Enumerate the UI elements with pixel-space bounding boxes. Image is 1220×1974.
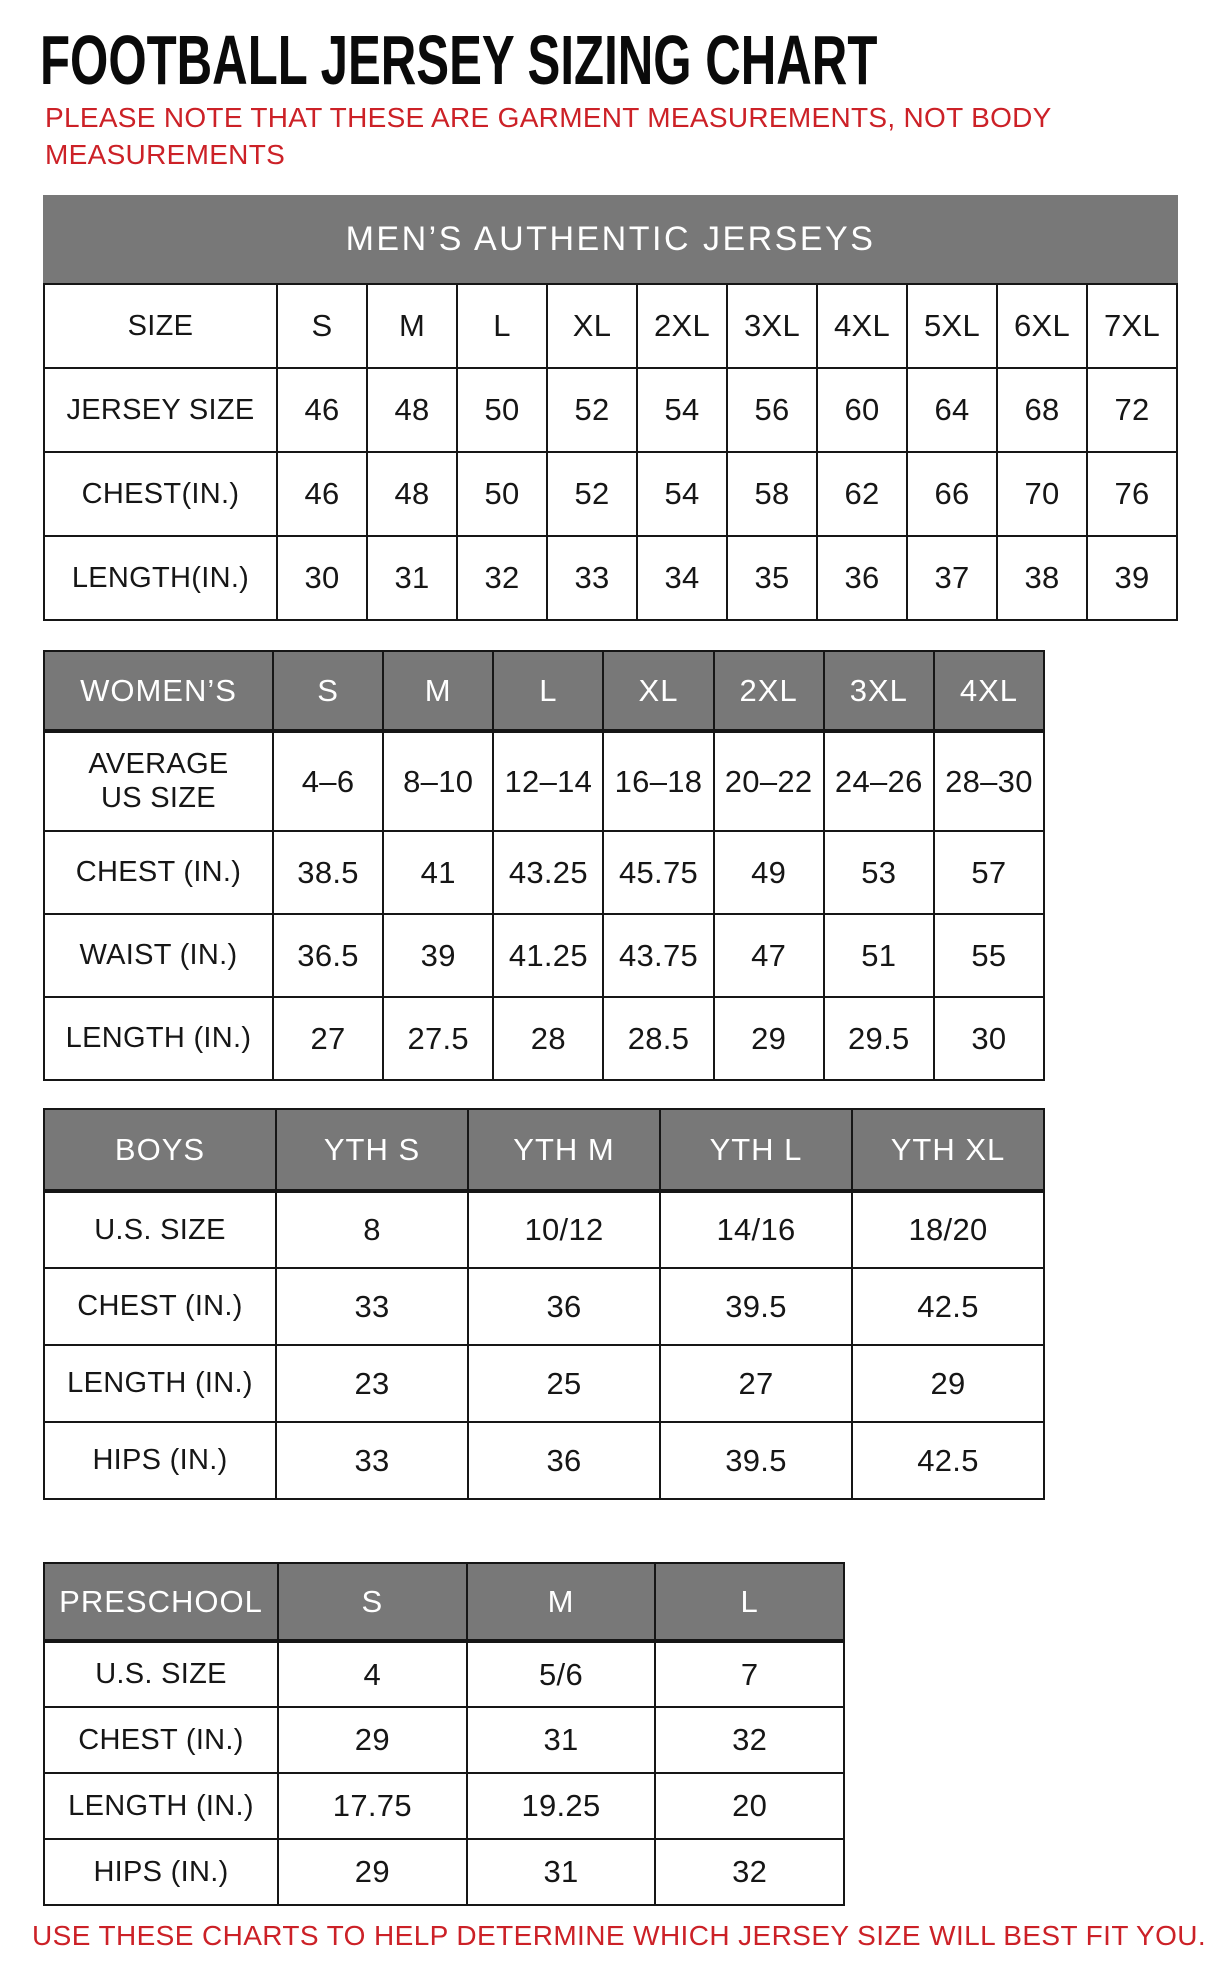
value-cell: 20–22 — [714, 731, 824, 831]
mens-table-banner: MEN’S AUTHENTIC JERSEYS — [43, 195, 1178, 283]
row-label: SIZE — [44, 284, 277, 368]
value-cell: 39 — [1087, 536, 1177, 620]
value-cell: 54 — [637, 452, 727, 536]
group-header-cell: PRESCHOOL — [44, 1563, 278, 1641]
value-cell: 46 — [277, 452, 367, 536]
value-cell: 53 — [824, 831, 934, 914]
value-cell: 5XL — [907, 284, 997, 368]
boys-sizing-table — [43, 1108, 1045, 1500]
value-cell: 48 — [367, 452, 457, 536]
value-cell: 8 — [276, 1191, 468, 1268]
value-cell: 6XL — [997, 284, 1087, 368]
value-cell: 36 — [468, 1422, 660, 1499]
row-label: U.S. SIZE — [44, 1641, 278, 1707]
value-cell: 18/20 — [852, 1191, 1044, 1268]
value-cell: 4–6 — [273, 731, 383, 831]
table-row — [44, 1773, 844, 1839]
value-cell: 57 — [934, 831, 1044, 914]
womens-size-grid — [43, 650, 1045, 1081]
table-row — [44, 1422, 1044, 1499]
value-cell: 5/6 — [467, 1641, 656, 1707]
row-label: HIPS (IN.) — [44, 1422, 276, 1499]
size-header-cell: L — [655, 1563, 844, 1641]
value-cell: 46 — [277, 368, 367, 452]
value-cell: 20 — [655, 1773, 844, 1839]
value-cell: 16–18 — [603, 731, 713, 831]
table-row — [44, 1641, 844, 1707]
womens-sizing-table — [43, 650, 1045, 1081]
value-cell: 8–10 — [383, 731, 493, 831]
value-cell: 29 — [714, 997, 824, 1080]
size-header-cell: YTH L — [660, 1109, 852, 1191]
value-cell: 17.75 — [278, 1773, 467, 1839]
table-row — [44, 284, 1177, 368]
row-label: AVERAGE US SIZE — [44, 731, 273, 831]
value-cell: 7 — [655, 1641, 844, 1707]
preschool-sizing-table — [43, 1562, 845, 1906]
value-cell: 64 — [907, 368, 997, 452]
value-cell: 25 — [468, 1345, 660, 1422]
value-cell: 68 — [997, 368, 1087, 452]
value-cell: 76 — [1087, 452, 1177, 536]
value-cell: 2XL — [637, 284, 727, 368]
value-cell: S — [277, 284, 367, 368]
size-header-cell: XL — [603, 651, 713, 731]
mens-authentic-jerseys-table — [43, 195, 1178, 621]
value-cell: 29 — [278, 1839, 467, 1905]
value-cell: 27 — [660, 1345, 852, 1422]
value-cell: 39 — [383, 914, 493, 997]
value-cell: 4 — [278, 1641, 467, 1707]
size-header-cell: 2XL — [714, 651, 824, 731]
value-cell: 3XL — [727, 284, 817, 368]
value-cell: 39.5 — [660, 1268, 852, 1345]
size-header-cell: M — [467, 1563, 656, 1641]
table-row — [44, 1345, 1044, 1422]
value-cell: 32 — [655, 1839, 844, 1905]
table-row — [44, 1707, 844, 1773]
value-cell: 28–30 — [934, 731, 1044, 831]
preschool-header-row — [44, 1563, 844, 1641]
preschool-size-grid — [43, 1562, 845, 1906]
value-cell: 27.5 — [383, 997, 493, 1080]
value-cell: 39.5 — [660, 1422, 852, 1499]
row-label: LENGTH (IN.) — [44, 1345, 276, 1422]
value-cell: 43.75 — [603, 914, 713, 997]
value-cell: 52 — [547, 368, 637, 452]
value-cell: 47 — [714, 914, 824, 997]
value-cell: 36 — [817, 536, 907, 620]
value-cell: 33 — [276, 1422, 468, 1499]
size-header-cell: YTH XL — [852, 1109, 1044, 1191]
value-cell: 41 — [383, 831, 493, 914]
table-row — [44, 536, 1177, 620]
size-header-cell: YTH S — [276, 1109, 468, 1191]
value-cell: 60 — [817, 368, 907, 452]
table-row — [44, 831, 1044, 914]
value-cell: 32 — [457, 536, 547, 620]
value-cell: 30 — [934, 997, 1044, 1080]
value-cell: 42.5 — [852, 1268, 1044, 1345]
row-label: CHEST(IN.) — [44, 452, 277, 536]
value-cell: 29 — [852, 1345, 1044, 1422]
value-cell: 10/12 — [468, 1191, 660, 1268]
footer-note: USE THESE CHARTS TO HELP DETERMINE WHICH JERSEY SIZE WILL BEST FIT YOU. — [32, 1920, 1207, 1951]
value-cell: 51 — [824, 914, 934, 997]
value-cell: 7XL — [1087, 284, 1177, 368]
row-label: CHEST (IN.) — [44, 1268, 276, 1345]
value-cell: 30 — [277, 536, 367, 620]
value-cell: 42.5 — [852, 1422, 1044, 1499]
row-label: LENGTH(IN.) — [44, 536, 277, 620]
table-row — [44, 914, 1044, 997]
value-cell: 28.5 — [603, 997, 713, 1080]
value-cell: 58 — [727, 452, 817, 536]
size-header-cell: M — [383, 651, 493, 731]
value-cell: 28 — [493, 997, 603, 1080]
value-cell: 54 — [637, 368, 727, 452]
value-cell: 31 — [367, 536, 457, 620]
value-cell: 49 — [714, 831, 824, 914]
size-header-cell: 3XL — [824, 651, 934, 731]
value-cell: L — [457, 284, 547, 368]
value-cell: 50 — [457, 368, 547, 452]
boys-size-grid — [43, 1108, 1045, 1500]
value-cell: 36 — [468, 1268, 660, 1345]
value-cell: 31 — [467, 1839, 656, 1905]
size-header-cell: S — [278, 1563, 467, 1641]
row-label: JERSEY SIZE — [44, 368, 277, 452]
value-cell: 4XL — [817, 284, 907, 368]
table-row — [44, 997, 1044, 1080]
row-label: WAIST (IN.) — [44, 914, 273, 997]
value-cell: 29.5 — [824, 997, 934, 1080]
row-label: U.S. SIZE — [44, 1191, 276, 1268]
table-row — [44, 452, 1177, 536]
value-cell: XL — [547, 284, 637, 368]
table-row — [44, 731, 1044, 831]
womens-header-row — [44, 651, 1044, 731]
value-cell: 55 — [934, 914, 1044, 997]
size-header-cell: S — [273, 651, 383, 731]
value-cell: 31 — [467, 1707, 656, 1773]
value-cell: 45.75 — [603, 831, 713, 914]
value-cell: 41.25 — [493, 914, 603, 997]
row-label: CHEST (IN.) — [44, 831, 273, 914]
value-cell: 62 — [817, 452, 907, 536]
value-cell: 52 — [547, 452, 637, 536]
table-row — [44, 1839, 844, 1905]
group-header-cell: WOMEN’S — [44, 651, 273, 731]
value-cell: 38.5 — [273, 831, 383, 914]
value-cell: 23 — [276, 1345, 468, 1422]
table-row — [44, 368, 1177, 452]
row-label: LENGTH (IN.) — [44, 997, 273, 1080]
value-cell: 56 — [727, 368, 817, 452]
table-row — [44, 1268, 1044, 1345]
size-header-cell: YTH M — [468, 1109, 660, 1191]
value-cell: 38 — [997, 536, 1087, 620]
value-cell: 24–26 — [824, 731, 934, 831]
garment-measurements-note: PLEASE NOTE THAT THESE ARE GARMENT MEASUREMENTS, NOT BODY MEASUREMENTS — [45, 102, 1052, 170]
value-cell: 32 — [655, 1707, 844, 1773]
value-cell: M — [367, 284, 457, 368]
value-cell: 72 — [1087, 368, 1177, 452]
value-cell: 43.25 — [493, 831, 603, 914]
value-cell: 19.25 — [467, 1773, 656, 1839]
value-cell: 36.5 — [273, 914, 383, 997]
value-cell: 29 — [278, 1707, 467, 1773]
value-cell: 35 — [727, 536, 817, 620]
row-label: HIPS (IN.) — [44, 1839, 278, 1905]
size-header-cell: 4XL — [934, 651, 1044, 731]
value-cell: 70 — [997, 452, 1087, 536]
mens-size-grid — [43, 283, 1178, 621]
group-header-cell: BOYS — [44, 1109, 276, 1191]
value-cell: 37 — [907, 536, 997, 620]
value-cell: 34 — [637, 536, 727, 620]
boys-header-row — [44, 1109, 1044, 1191]
value-cell: 12–14 — [493, 731, 603, 831]
value-cell: 27 — [273, 997, 383, 1080]
table-row — [44, 1191, 1044, 1268]
value-cell: 48 — [367, 368, 457, 452]
row-label: LENGTH (IN.) — [44, 1773, 278, 1839]
value-cell: 50 — [457, 452, 547, 536]
page-title: FOOTBALL JERSEY SIZING CHART — [40, 21, 878, 99]
value-cell: 14/16 — [660, 1191, 852, 1268]
size-header-cell: L — [493, 651, 603, 731]
row-label: CHEST (IN.) — [44, 1707, 278, 1773]
value-cell: 66 — [907, 452, 997, 536]
value-cell: 33 — [276, 1268, 468, 1345]
value-cell: 33 — [547, 536, 637, 620]
